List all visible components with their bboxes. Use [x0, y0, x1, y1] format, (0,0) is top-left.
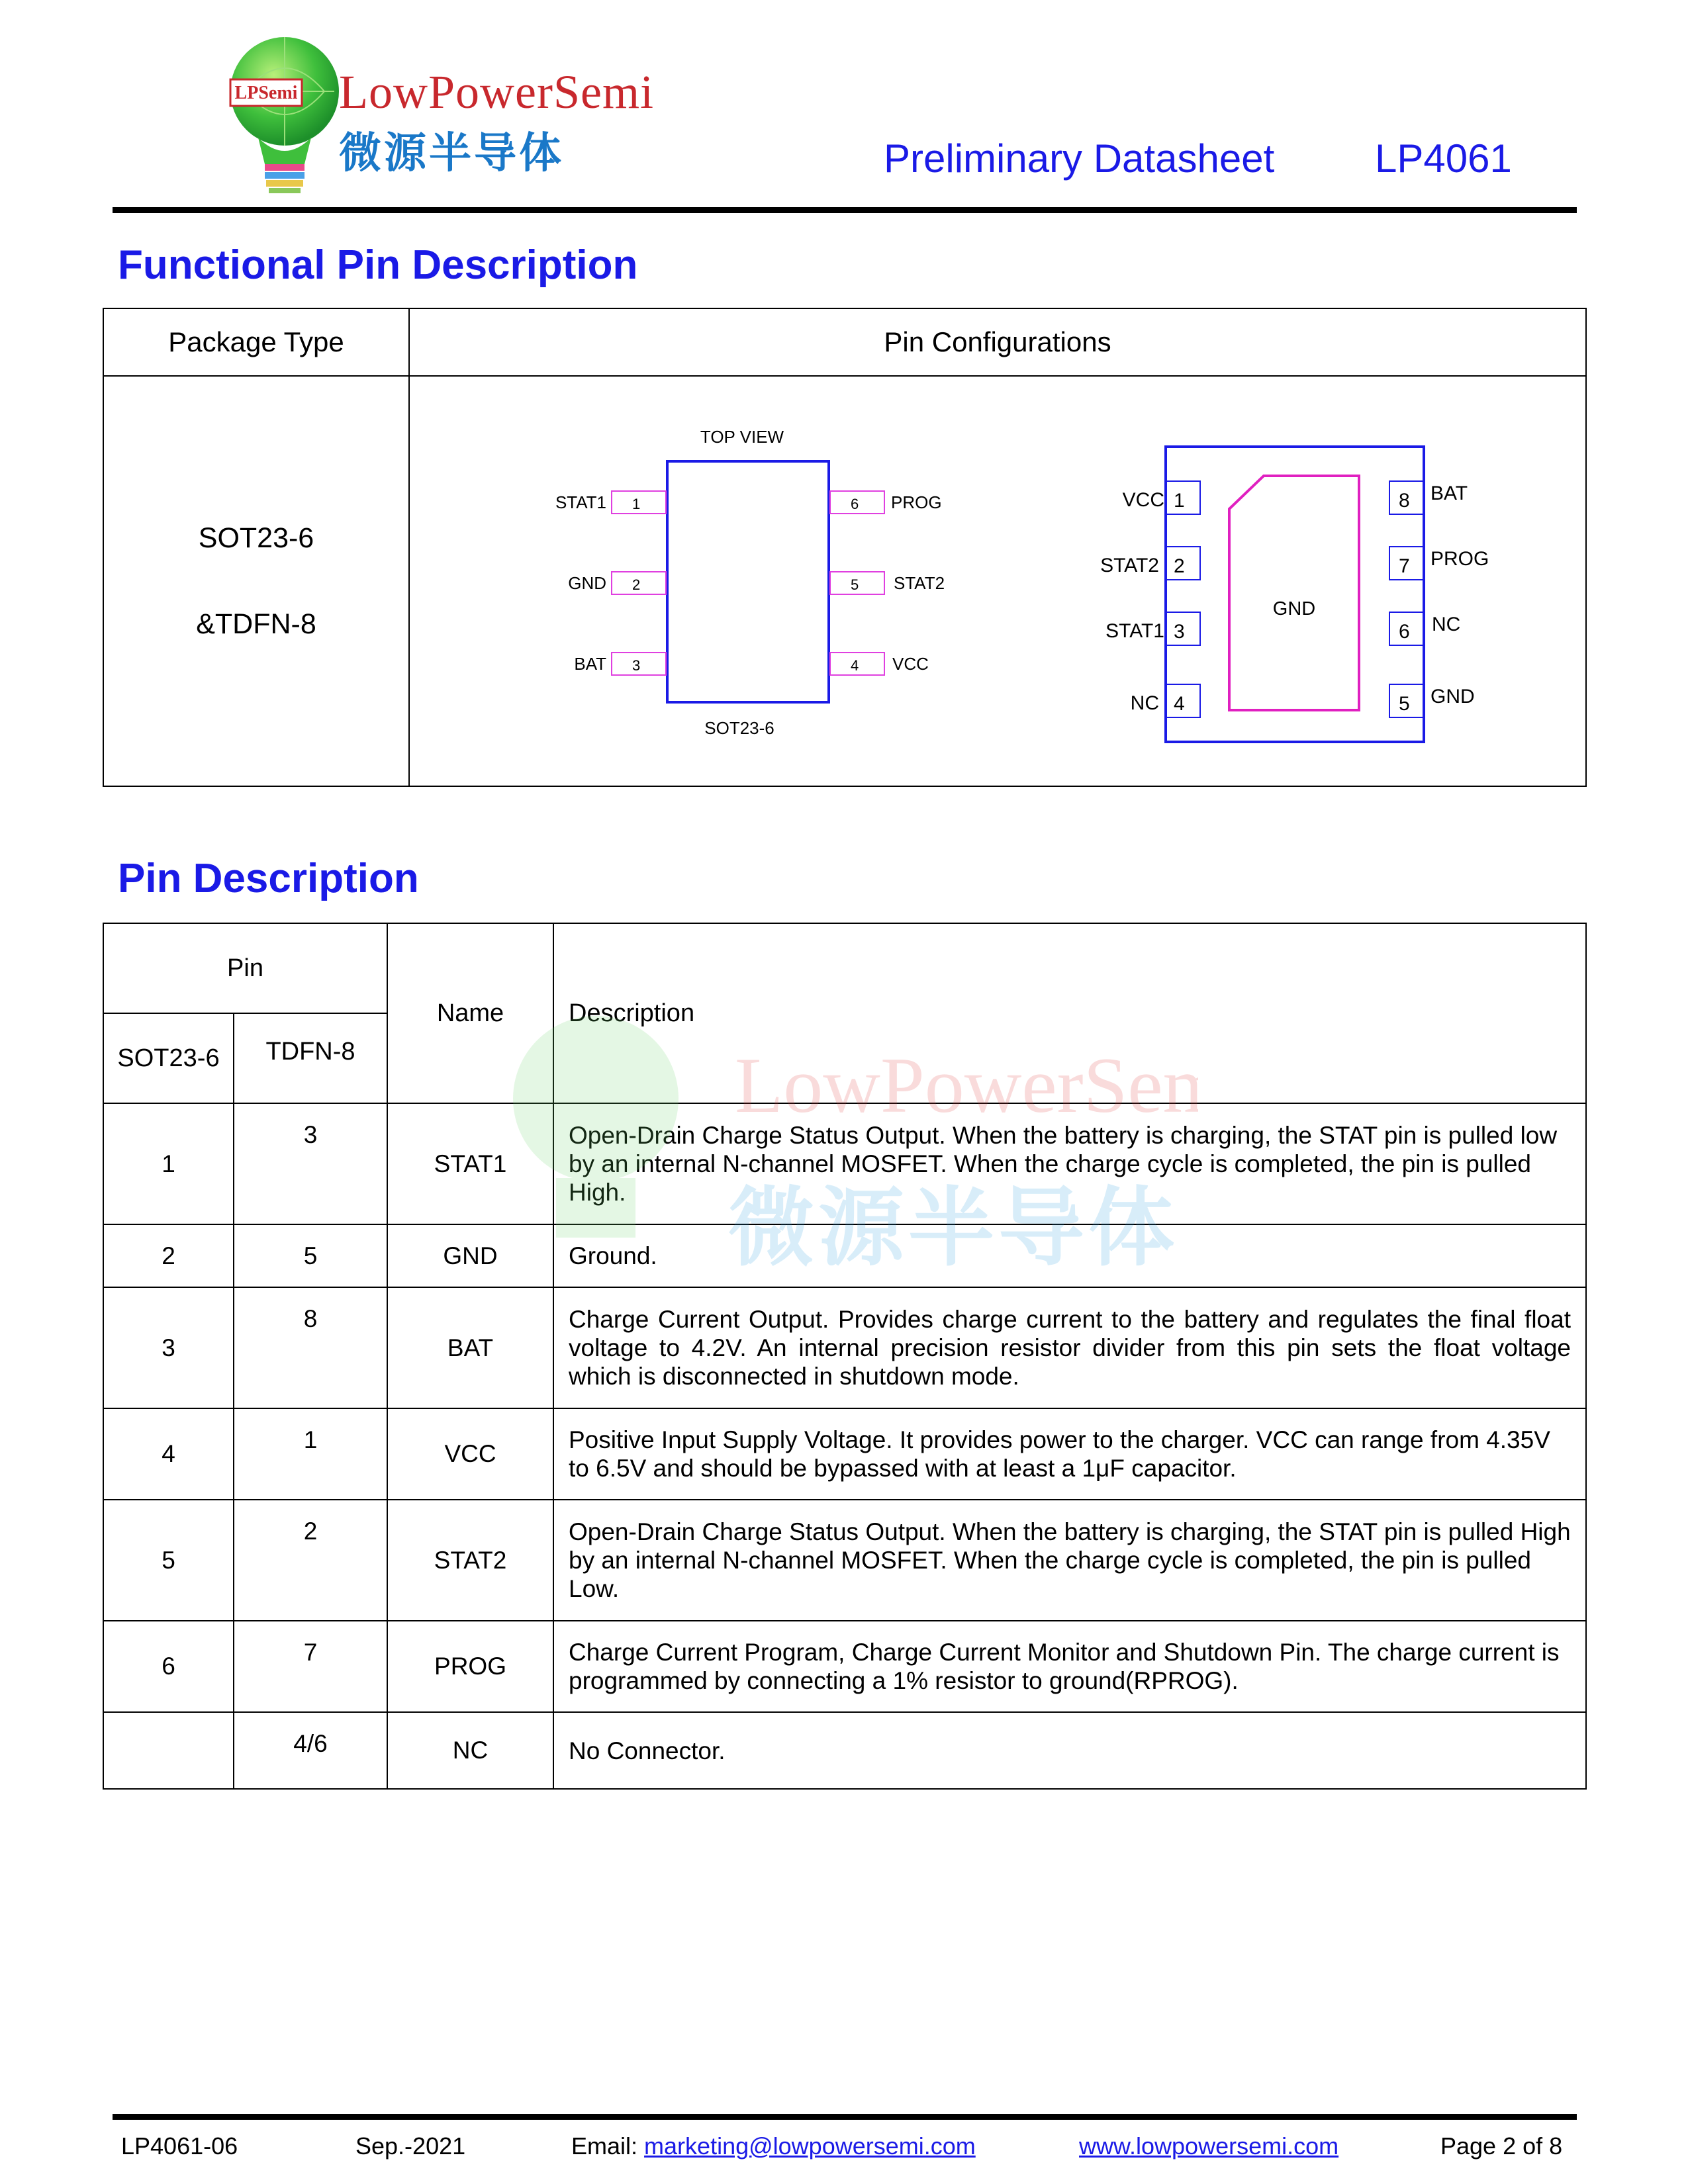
svg-text:BAT: BAT	[574, 654, 606, 674]
pin-description: No Connector.	[553, 1712, 1586, 1789]
sot-pin-3	[574, 653, 666, 675]
tdfn-pin-4	[1131, 684, 1200, 717]
tdfn-pin-1	[1123, 481, 1200, 514]
col-package-type: Package Type	[103, 308, 409, 376]
col-pin-configurations: Pin Configurations	[409, 308, 1586, 376]
logo-text-cn: 微源半导体	[339, 129, 564, 178]
svg-text:3: 3	[1174, 621, 1185, 643]
email-link[interactable]: marketing@lowpowersemi.com	[644, 2132, 976, 2160]
svg-text:8: 8	[1399, 490, 1410, 512]
svg-text:GND: GND	[568, 573, 606, 593]
footer-doc-id: LP4061-06	[121, 2132, 238, 2160]
svg-text:PROG: PROG	[891, 492, 942, 512]
tdfn-pin-5	[1389, 684, 1475, 717]
logo-badge-text: LPSemi	[234, 83, 298, 103]
logo-text-en: LowPowerSemi	[339, 66, 654, 118]
svg-text:NC: NC	[1432, 614, 1461, 635]
pin-name: GND	[387, 1224, 553, 1287]
section-title-functional: Functional Pin Description	[118, 242, 638, 288]
sot-top-view-label: TOP VIEW	[700, 427, 784, 447]
website-link[interactable]: www.lowpowersemi.com	[1079, 2132, 1339, 2160]
pin-description: Ground.	[553, 1224, 1586, 1287]
tdfn-pin-number: 1	[234, 1408, 387, 1500]
sot-pin-6	[830, 491, 942, 514]
svg-text:7: 7	[1399, 555, 1410, 577]
sot-pin-5	[830, 572, 945, 594]
sot-body	[667, 461, 829, 702]
pin-description: Charge Current Output. Provides charge current to the battery and regulates the final float voltage to 4.2V. An internal precision resistor divider from this pin sets the float voltage which is disconnected in shutdown mode.	[553, 1287, 1586, 1408]
col-description: Description	[553, 923, 1586, 1103]
col-name: Name	[387, 923, 553, 1103]
logo-bulb-icon	[218, 32, 351, 197]
header-divider	[113, 207, 1577, 213]
tdfn-pin-number: 2	[234, 1500, 387, 1621]
svg-text:2: 2	[1174, 555, 1185, 577]
pin-name: PROG	[387, 1621, 553, 1712]
package-type-cell	[103, 376, 409, 786]
pin-description: Open-Drain Charge Status Output. When the battery is charging, the STAT pin is pulled High by an internal N-channel MOSFET. When the charge cycle is completed, the pin is pulled Low.	[553, 1500, 1586, 1621]
pin-config-cell	[409, 376, 1586, 786]
tdfn-pin-2	[1100, 547, 1200, 580]
pin-config-table	[103, 308, 1587, 787]
col-tdfn-8: TDFN-8	[234, 1013, 387, 1103]
col-pin: Pin	[103, 923, 387, 1013]
tdfn-pin-number: 5	[234, 1224, 387, 1287]
table-row	[103, 1500, 1586, 1621]
footer-email-label: Email:	[571, 2132, 638, 2160]
sot-pin-number: 5	[103, 1500, 234, 1621]
sot-pin-number: 3	[103, 1287, 234, 1408]
pin-name: NC	[387, 1712, 553, 1789]
pin-description: Positive Input Supply Voltage. It provides power to the charger. VCC can range from 4.35V to 6.5V and should be bypassed with at least a 1μF capacitor.	[553, 1408, 1586, 1500]
tdfn-body	[1166, 447, 1424, 742]
table-row	[103, 1287, 1586, 1408]
svg-text:PROG: PROG	[1430, 548, 1489, 570]
footer-divider	[113, 2114, 1577, 2120]
svg-text:4: 4	[1174, 693, 1185, 715]
svg-text:1: 1	[1174, 490, 1185, 512]
svg-text:6: 6	[1399, 621, 1410, 643]
sot-pin-number: 1	[103, 1103, 234, 1224]
tdfn-pin-number: 4/6	[234, 1712, 387, 1789]
table-row	[103, 1621, 1586, 1712]
svg-text:5: 5	[851, 576, 859, 593]
sot-pin-1	[555, 491, 666, 514]
svg-text:BAT: BAT	[1430, 482, 1468, 504]
pin-description-table	[103, 923, 1587, 1790]
svg-text:2: 2	[632, 576, 641, 593]
sot-package-label: SOT23-6	[704, 718, 774, 738]
tdfn-exposed-pad	[1229, 476, 1359, 710]
tdfn-pin-8	[1389, 481, 1468, 514]
table-row	[103, 1408, 1586, 1500]
package-sot: SOT23-6	[198, 522, 314, 554]
svg-text:1: 1	[632, 496, 641, 512]
tdfn-pin-7	[1389, 547, 1489, 580]
svg-text:6: 6	[851, 496, 859, 512]
svg-text:STAT2: STAT2	[894, 573, 945, 593]
svg-text:GND: GND	[1430, 686, 1475, 707]
pin-description: Open-Drain Charge Status Output. When the battery is charging, the STAT pin is pulled low by an internal N-channel MOSFET. When the charge cycle is completed, the pin is pulled High.	[553, 1103, 1586, 1224]
table-row	[103, 1103, 1586, 1224]
svg-text:LowPowerSemi: LowPowerSemi	[735, 1041, 1198, 1129]
sot-pin-number: 4	[103, 1408, 234, 1500]
svg-text:NC: NC	[1130, 692, 1159, 714]
footer-date: Sep.-2021	[355, 2132, 466, 2160]
tdfn-pin-number: 3	[234, 1103, 387, 1224]
section-title-pin-description: Pin Description	[118, 856, 419, 901]
footer-email	[571, 2132, 976, 2160]
svg-text:VCC: VCC	[1122, 489, 1164, 511]
sot-pin-number	[103, 1712, 234, 1789]
tdfn-pin-number: 7	[234, 1621, 387, 1712]
sot-pin-2	[568, 572, 666, 594]
sot-pin-number: 6	[103, 1621, 234, 1712]
sot-pin-4	[830, 653, 929, 675]
svg-text:VCC: VCC	[892, 654, 929, 674]
svg-text:微源半导体: 微源半导体	[728, 1177, 1179, 1278]
svg-text:4: 4	[851, 657, 859, 674]
part-number: LP4061	[1375, 136, 1512, 181]
footer-page-number: Page 2 of 8	[1440, 2132, 1563, 2160]
table-row	[103, 1712, 1586, 1789]
tdfn-pin-number: 8	[234, 1287, 387, 1408]
sot-pin-number: 2	[103, 1224, 234, 1287]
pin-name: STAT2	[387, 1500, 553, 1621]
package-tdfn: &TDFN-8	[196, 608, 316, 640]
pin-name: VCC	[387, 1408, 553, 1500]
svg-text:3: 3	[632, 657, 641, 674]
pin-name: STAT1	[387, 1103, 553, 1224]
pin-description: Charge Current Program, Charge Current Monitor and Shutdown Pin. The charge current is programmed by connecting a 1% resistor to ground(RPROG).	[553, 1621, 1586, 1712]
footer-website	[1079, 2132, 1338, 2160]
doc-title: Preliminary Datasheet	[884, 136, 1275, 181]
table-row	[103, 1224, 1586, 1287]
svg-text:STAT1: STAT1	[1105, 620, 1164, 642]
pin-name: BAT	[387, 1287, 553, 1408]
col-sot23-6: SOT23-6	[103, 1013, 234, 1103]
svg-text:5: 5	[1399, 693, 1410, 715]
svg-text:STAT1: STAT1	[555, 492, 606, 512]
tdfn-center-label: GND	[1272, 598, 1316, 619]
pin-diagrams	[410, 377, 1585, 786]
tdfn-pin-3	[1105, 612, 1200, 645]
svg-text:STAT2: STAT2	[1100, 555, 1159, 576]
